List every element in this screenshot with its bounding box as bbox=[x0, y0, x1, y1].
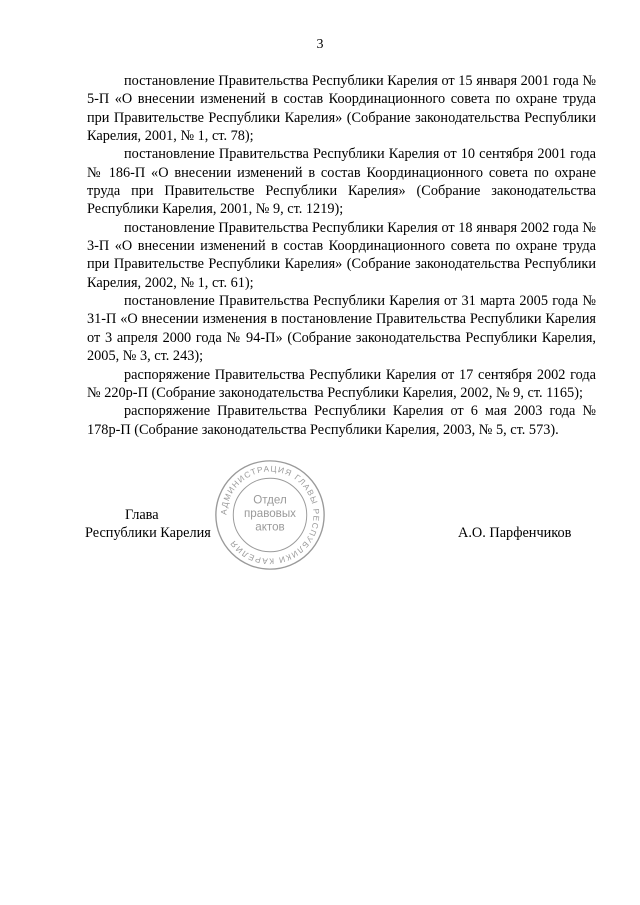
paragraph: постановление Правительства Республики Карелия от 15 января 2001 года № 5-П «О внесении изменений в состав Координационного совета по охране труда при Правительстве Республики Карелия» (Собрание законодательства Республики Карелия, 2001, № 1, ст. 78); bbox=[87, 73, 596, 145]
stamp-ring-textpath: АДМИНИСТРАЦИЯ ГЛАВЫ РЕСПУБЛИКИ КАРЕЛИЯ bbox=[219, 464, 321, 566]
paragraph: постановление Правительства Республики Карелия от 10 сентября 2001 года № 186-П «О внесении изменений в состав Координационного совета по охране труда при Правительстве Республики Карелия» (Собрание законодательства Республики Карелия, 2001, № 9, ст. 1219); bbox=[87, 146, 596, 218]
stamp-center-line: правовых bbox=[244, 506, 296, 520]
signature-organization: Республики Карелия bbox=[85, 525, 211, 541]
signature-title: Глава bbox=[125, 507, 159, 523]
document-body bbox=[87, 72, 596, 439]
paragraph: постановление Правительства Республики Карелия от 18 января 2002 года № 3-П «О внесении изменений в состав Координационного совета по охране труда при Правительстве Республики Карелия» (Собрание законодательства Республики Карелия, 2002, № 1, ст. 61); bbox=[87, 219, 596, 291]
paragraph: распоряжение Правительства Республики Карелия от 17 сентября 2002 года № 220р-П (Собрание законодательства Республики Карелия, 2002, № 9, ст. 1165); bbox=[87, 366, 596, 401]
stamp-center-line: Отдел bbox=[253, 493, 287, 507]
signature-name: А.О. Парфенчиков bbox=[458, 525, 572, 541]
paragraph: распоряжение Правительства Республики Карелия от 6 мая 2003 года № 178р-П (Собрание законодательства Республики Карелия, 2003, № 5, ст. 573). bbox=[87, 403, 596, 438]
paragraph: постановление Правительства Республики Карелия от 31 марта 2005 года № 31-П «О внесении изменения в постановление Правительства Республики Карелия от 3 апреля 2000 года № 94-П» (Собрание законодательства Республики Карелия, 2005, № 3, ст. 243); bbox=[87, 293, 596, 365]
page-number: 3 bbox=[316, 37, 324, 52]
stamp-center-line: актов bbox=[255, 520, 285, 534]
official-stamp bbox=[212, 457, 328, 573]
